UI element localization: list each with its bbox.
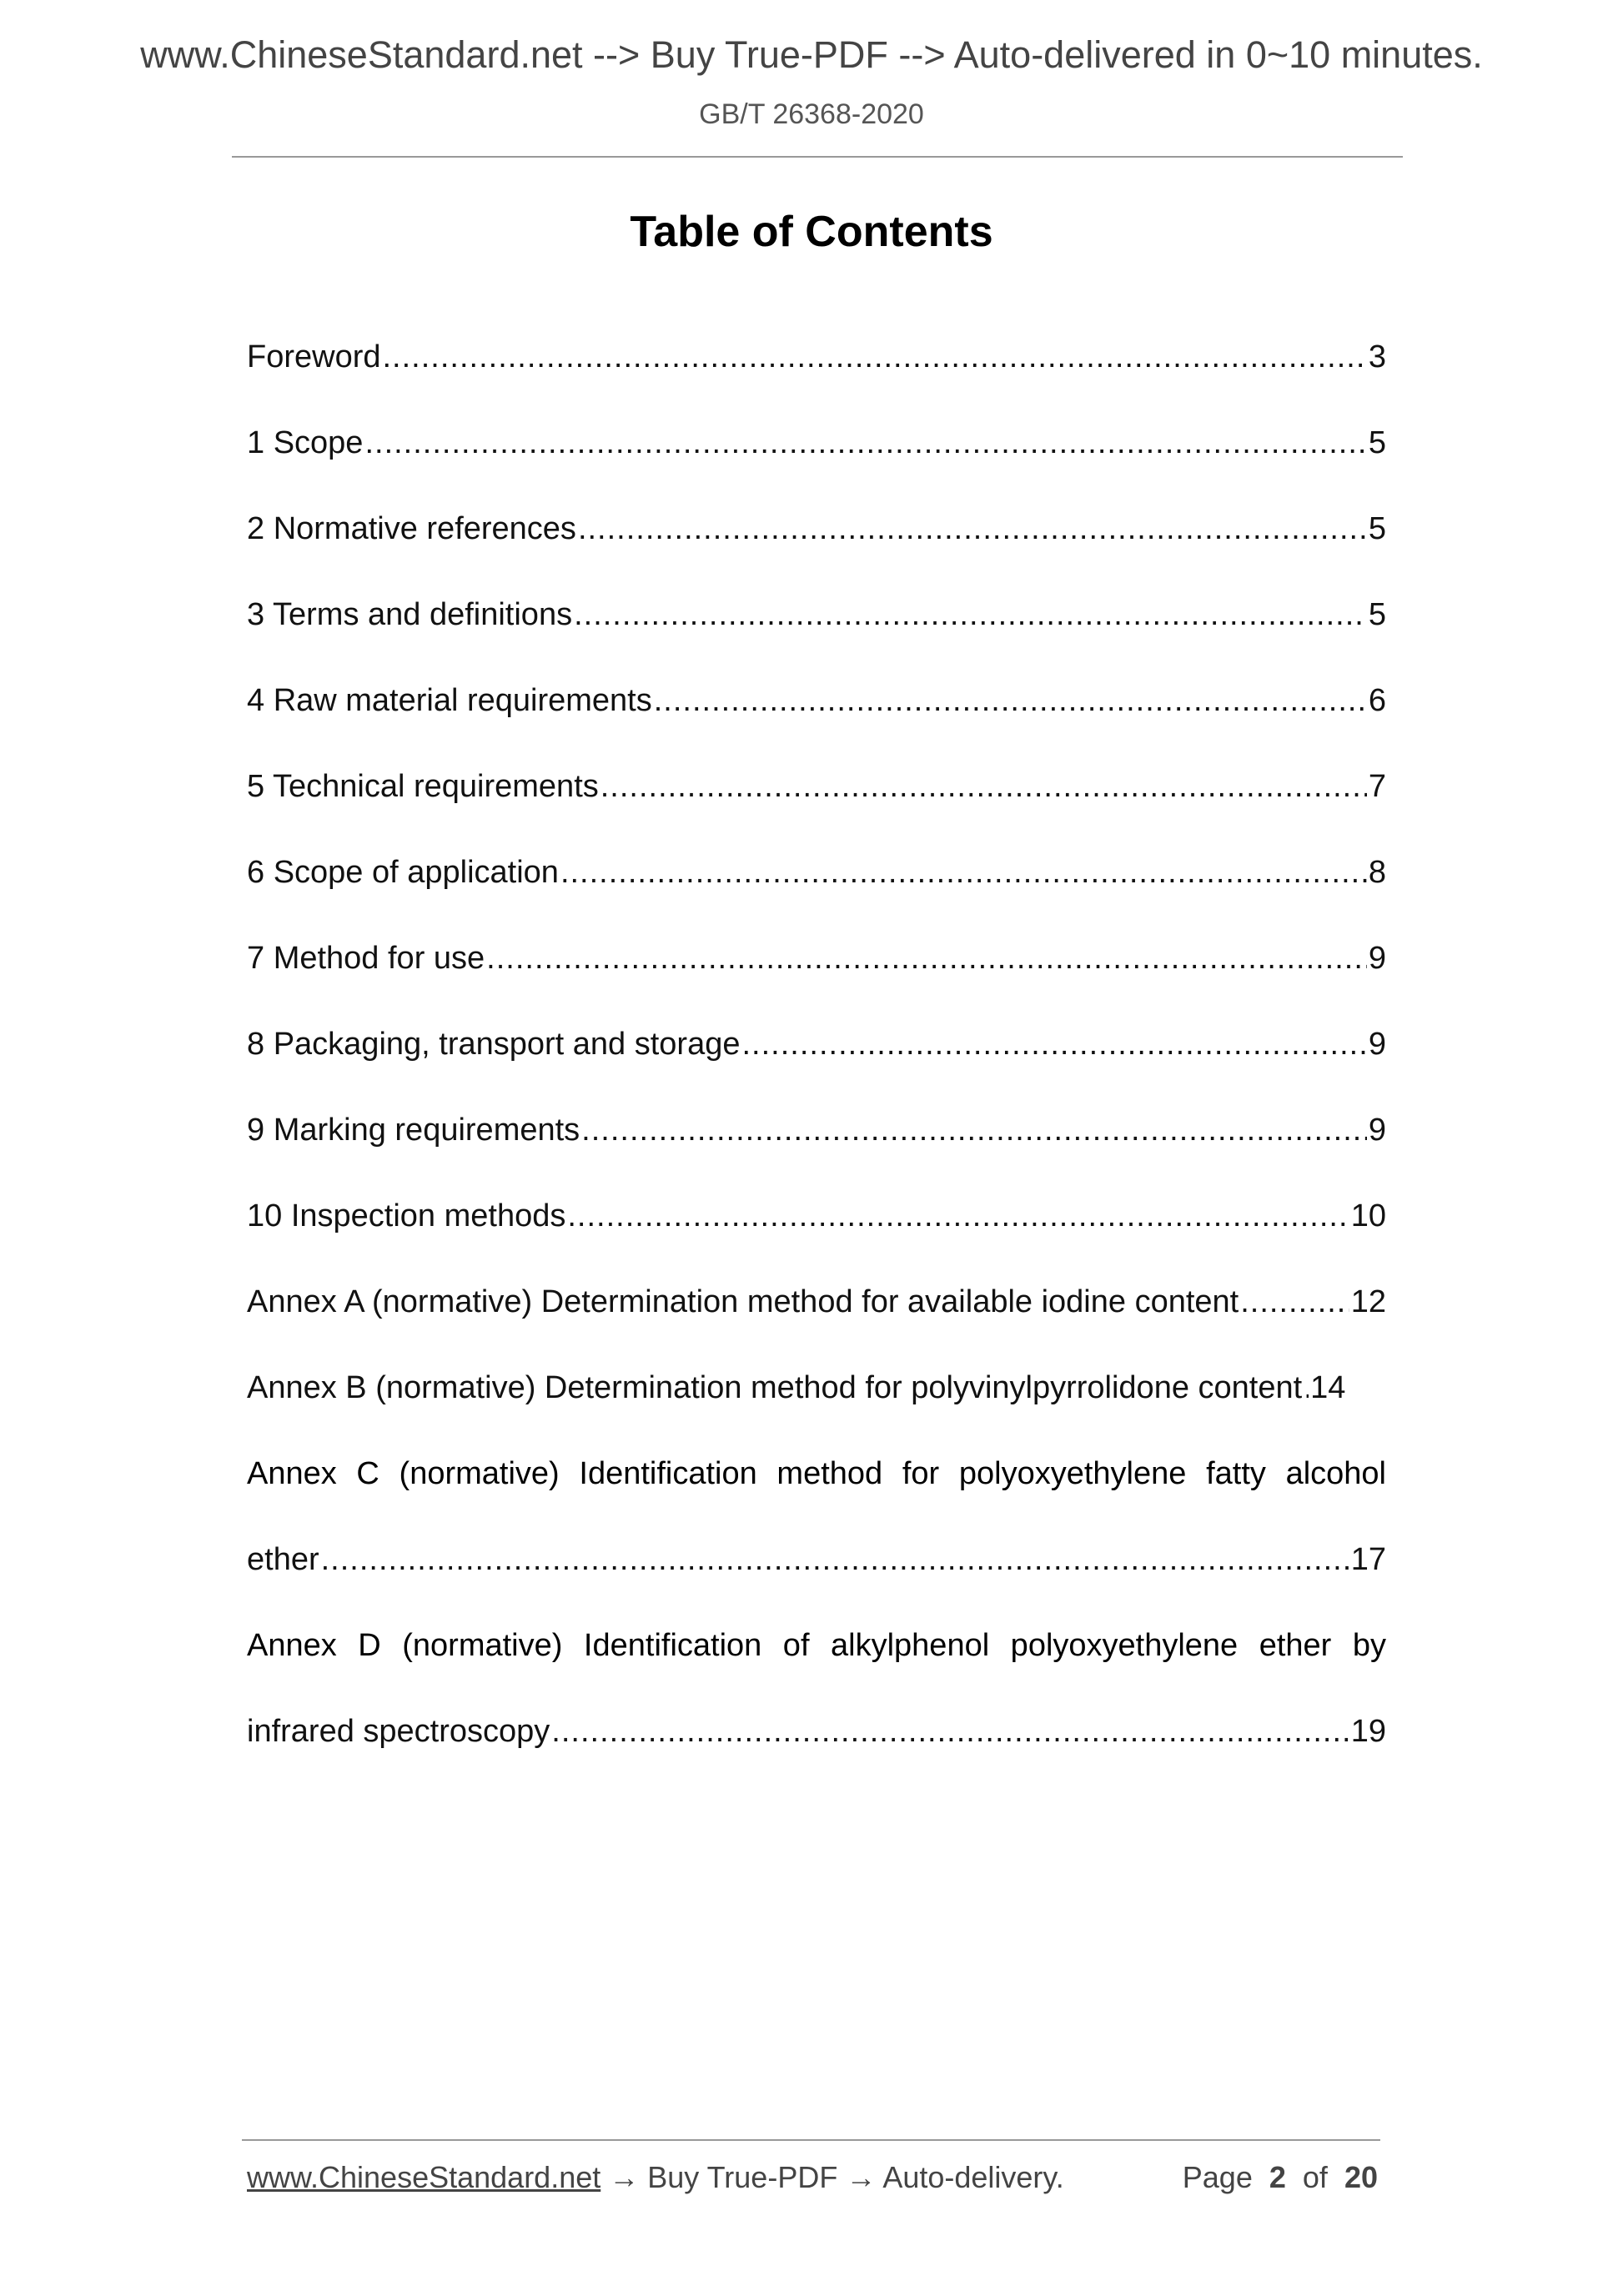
toc-entry[interactable] bbox=[247, 1198, 1386, 1284]
toc-label: 1 Scope bbox=[247, 425, 364, 460]
current-page: 2 bbox=[1269, 2160, 1286, 2194]
dot-leader bbox=[600, 769, 1367, 805]
toc-label: 8 Packaging, transport and storage bbox=[247, 1027, 741, 1062]
dot-leader bbox=[1304, 1370, 1309, 1406]
toc-page: 5 bbox=[1368, 511, 1386, 546]
dot-leader bbox=[560, 855, 1367, 891]
dot-leader bbox=[574, 597, 1367, 633]
dot-leader bbox=[581, 1113, 1367, 1148]
toc-entry-line1[interactable]: Annex C (normative) Identification method for polyoxyethylene fatty alcohol bbox=[247, 1456, 1386, 1491]
dot-leader bbox=[321, 1542, 1349, 1578]
toc-entry[interactable] bbox=[247, 425, 1386, 511]
table-of-contents bbox=[247, 339, 1386, 1800]
toc-page: 5 bbox=[1368, 425, 1386, 460]
toc-page: 3 bbox=[1368, 339, 1386, 374]
toc-page: 19 bbox=[1350, 1714, 1386, 1749]
toc-page: 17 bbox=[1350, 1542, 1386, 1577]
page-title: Table of Contents bbox=[630, 208, 993, 256]
toc-label: infrared spectroscopy bbox=[247, 1714, 550, 1749]
dot-leader bbox=[383, 339, 1367, 375]
page-word: Page bbox=[1182, 2160, 1253, 2194]
toc-entry[interactable] bbox=[247, 1714, 1386, 1800]
toc-page: 14 bbox=[1310, 1370, 1346, 1405]
toc-page: 8 bbox=[1368, 855, 1386, 890]
dot-leader bbox=[654, 683, 1367, 719]
toc-entry[interactable] bbox=[247, 1113, 1386, 1198]
toc-label: 3 Terms and definitions bbox=[247, 597, 573, 632]
header-divider bbox=[232, 156, 1403, 158]
toc-entry[interactable] bbox=[247, 769, 1386, 855]
dot-leader bbox=[567, 1198, 1349, 1234]
dot-leader bbox=[742, 1027, 1367, 1063]
toc-page: 12 bbox=[1350, 1284, 1386, 1319]
dot-leader bbox=[364, 425, 1366, 461]
footer-divider bbox=[242, 2139, 1380, 2141]
toc-entry[interactable] bbox=[247, 1370, 1386, 1456]
standard-number: GB/T 26368-2020 bbox=[699, 98, 924, 130]
of-word: of bbox=[1302, 2160, 1328, 2194]
total-pages: 20 bbox=[1344, 2160, 1378, 2194]
toc-page: 5 bbox=[1368, 597, 1386, 632]
toc-page: 9 bbox=[1368, 1027, 1386, 1062]
toc-page: 9 bbox=[1368, 941, 1386, 976]
toc-label: 4 Raw material requirements bbox=[247, 683, 652, 718]
site-link[interactable]: www.ChineseStandard.net bbox=[247, 2160, 601, 2194]
toc-entry[interactable] bbox=[247, 339, 1386, 425]
page-indicator bbox=[1183, 2160, 1378, 2195]
toc-label: 2 Normative references bbox=[247, 511, 576, 546]
toc-label: 9 Marking requirements bbox=[247, 1113, 580, 1148]
toc-entry[interactable] bbox=[247, 1542, 1386, 1628]
toc-label: 7 Method for use bbox=[247, 941, 485, 976]
toc-label: Annex A (normative) Determination method for available iodine content bbox=[247, 1284, 1239, 1319]
dot-leader bbox=[551, 1714, 1349, 1750]
toc-page: 10 bbox=[1350, 1198, 1386, 1233]
header-banner: www.ChineseStandard.net --> Buy True-PDF --> Auto-delivered in 0~10 minutes. bbox=[140, 33, 1483, 76]
toc-label: 10 Inspection methods bbox=[247, 1198, 566, 1233]
toc-page: 7 bbox=[1368, 769, 1386, 804]
toc-label: ether bbox=[247, 1542, 319, 1577]
toc-entry[interactable] bbox=[247, 941, 1386, 1027]
toc-entry-line1[interactable]: Annex D (normative) Identification of alkylphenol polyoxyethylene ether by bbox=[247, 1628, 1386, 1663]
toc-entry[interactable] bbox=[247, 1027, 1386, 1113]
toc-page: 6 bbox=[1368, 683, 1386, 718]
dot-leader bbox=[486, 941, 1367, 977]
toc-label: Foreword bbox=[247, 339, 381, 374]
dot-leader bbox=[1240, 1284, 1349, 1320]
toc-label: Annex B (normative) Determination method for polyvinylpyrrolidone content bbox=[247, 1370, 1303, 1405]
dot-leader bbox=[578, 511, 1367, 547]
toc-label: 6 Scope of application bbox=[247, 855, 559, 890]
toc-label: 5 Technical requirements bbox=[247, 769, 599, 804]
footer-promo bbox=[247, 2160, 1064, 2195]
footer bbox=[247, 2160, 1378, 2195]
toc-entry[interactable] bbox=[247, 1284, 1386, 1370]
toc-page: 9 bbox=[1368, 1113, 1386, 1148]
toc-entry[interactable] bbox=[247, 855, 1386, 941]
toc-entry[interactable] bbox=[247, 597, 1386, 683]
toc-entry[interactable] bbox=[247, 511, 1386, 597]
toc-entry[interactable] bbox=[247, 683, 1386, 769]
footer-text: → Buy True-PDF → Auto-delivery. bbox=[600, 2160, 1064, 2194]
